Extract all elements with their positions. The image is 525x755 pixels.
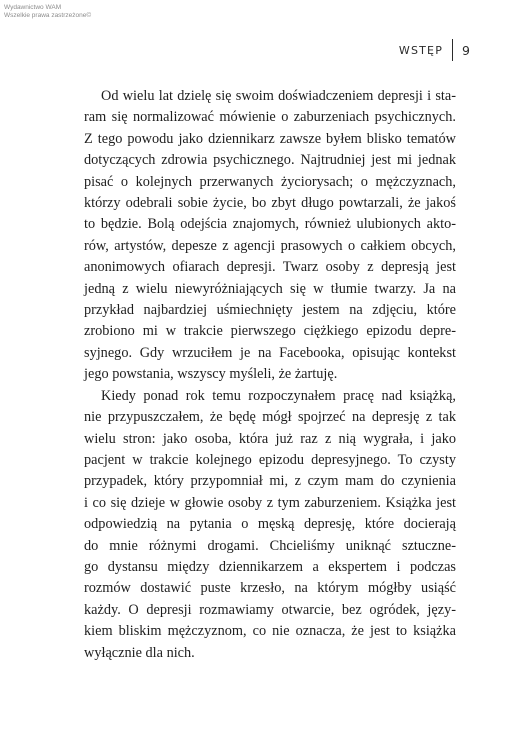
paragraph [84, 386, 456, 664]
text-line: go dystansu między dziennikarzem a ekspertem i podczas [84, 558, 456, 575]
text-line: dotyczących zdrowia psychicznego. Najtrudniej jest mi jednak [84, 152, 456, 169]
text-line: nie przypuszczałem, że będę mógł spojrzeć na depresję z tak [84, 409, 456, 426]
watermark-publisher: Wydawnictwo WAM [4, 4, 62, 11]
text-line: którzy odebrali sobie życie, bo zbyt długo powtarzali, że jakoś [84, 195, 456, 212]
text-line: rów, artystów, depesze z agencji prasowych o całkiem obcych, [84, 237, 456, 254]
text-line: zrobiono mi w trakcie pierwszego ciężkiego epizodu depre- [84, 323, 456, 340]
header-divider [452, 39, 453, 61]
text-line: Od wielu lat dzielę się swoim doświadczeniem depresji i sta- [101, 88, 456, 104]
text-line: odpowiedzią na pytania o męską depresję, które docierają [84, 516, 456, 533]
watermark-rights: Wszelkie prawa zastrzeżone© [4, 12, 92, 19]
text-line: syjnego. Gdy wrzuciłem je na Facebooka, opisując kontekst [84, 344, 456, 361]
text-line: rozmów dostawić puste krzesło, na którym mógłby usiąść [84, 580, 456, 597]
text-line: ram się normalizować mówienie o zaburzeniach psychicznych. [84, 109, 456, 126]
text-line: każdy. O depresji rozmawiamy otwarcie, bez ogródek, języ- [84, 601, 456, 618]
text-line: jedną z wielu niewyróżniających się w tłumie twarzy. Ja na [84, 280, 456, 297]
section-title: WSTĘP [398, 43, 444, 57]
text-line: to będzie. Bolą odejścia znajomych, również ulubionych akto- [84, 216, 456, 233]
text-line: i co się dzieje w głowie osoby z tym zaburzeniem. Książka jest [84, 494, 456, 511]
text-line: wielu stron: jako osoba, która już raz z nią wygrała, i jako [84, 430, 456, 447]
paragraph [84, 86, 456, 386]
text-line: do mnie różnymi drogami. Chcieliśmy uniknąć sztuczne- [84, 537, 456, 554]
copyright-watermark [4, 4, 91, 20]
text-line: anonimowych ofiarach depresji. Twarz osoby z depresją jest [84, 259, 456, 276]
page-number: 9 [462, 42, 470, 58]
text-line: kiem bliskim mężczyznom, co nie oznacza, że jest to książka [84, 623, 456, 640]
text-line: wyłącznie dla nich. [84, 644, 195, 661]
text-line: przykład najbardziej uśmiechnięty jestem na zdjęciu, które [84, 302, 456, 319]
text-line: Kiedy ponad rok temu rozpoczynałem pracę nad książką, [101, 387, 456, 404]
text-line: jego powstania, wszyscy myśleli, że żartuję. [84, 366, 338, 383]
text-line: przypadek, który przypomniał mi, z czym mam do czynienia [84, 473, 456, 490]
running-head [360, 39, 470, 61]
body-text [84, 86, 456, 664]
text-line: pacjent w trakcie kolejnego epizodu depresyjnego. To czysty [84, 451, 456, 468]
text-line: pisać o kolejnych przerwanych życiorysach; o mężczyznach, [84, 173, 456, 190]
text-line: Z tego powodu jako dziennikarz zawsze byłem blisko tematów [84, 130, 456, 147]
